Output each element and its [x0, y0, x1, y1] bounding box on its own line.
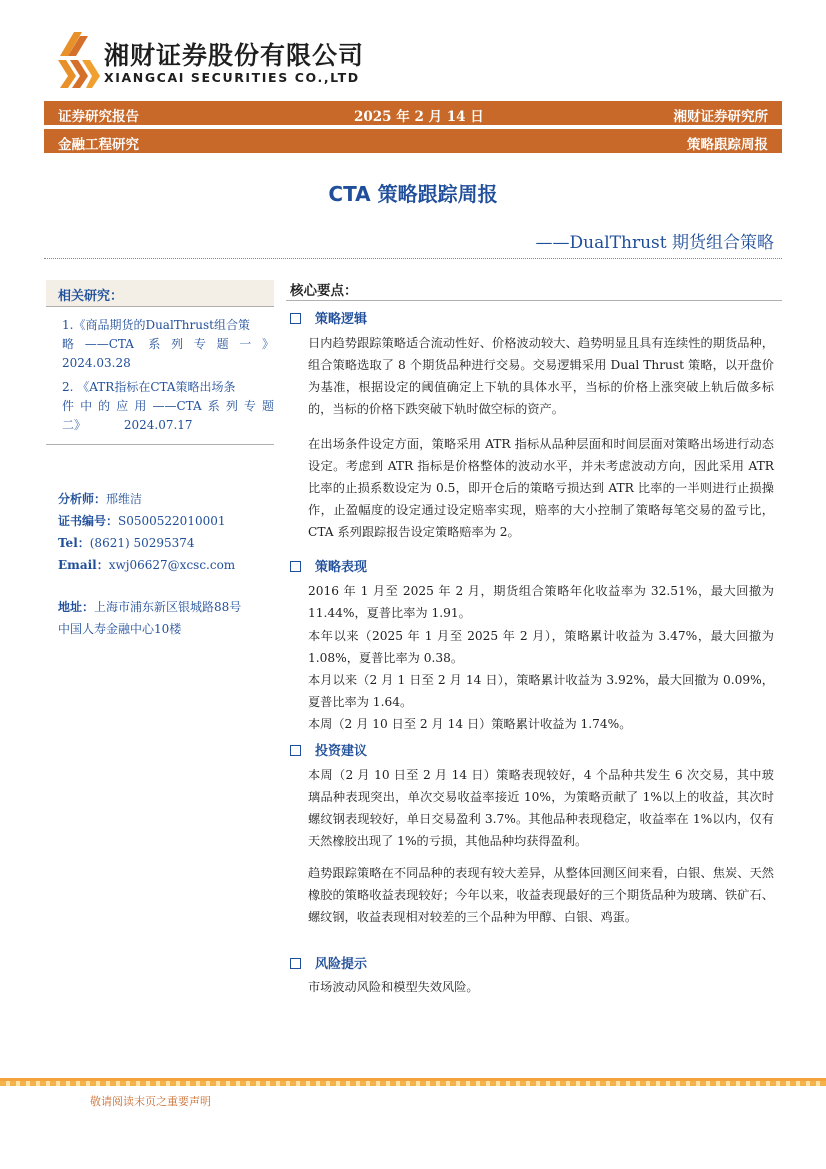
section-title: 风险提示: [315, 957, 368, 972]
analyst-label: 分析师：: [58, 492, 107, 506]
checkbox-bullet-icon: [290, 958, 301, 969]
related-item-2[interactable]: [62, 378, 274, 435]
related-item-line: 二》: [62, 418, 87, 432]
section-heading-investment-advice: [290, 740, 367, 759]
related-research-heading: [46, 280, 274, 306]
paragraph: 在出场条件设定方面，策略采用 ATR 指标从品种层面和时间层面对策略出场进行动态设定。考虑到 ATR 指标是价格整体的波动水平，并未考虑波动方向，因此采用 ATR 比率的止损系数设定为 0.5，即开仓后的策略亏损达到 ATR 比率的一半则进行止损操作，止盈幅度的设定通过设定赔率实现，赔率的大小控制了策略每笔交易的盈亏比，CTA 系列跟踪报告设定策略赔率为 2。: [308, 437, 774, 539]
report-date: 2025 年 2 月 14 日: [354, 109, 484, 125]
report-type-label: 证券研究报告: [58, 109, 139, 125]
related-item-line: 1.《商品期货的DualThrust组合策: [62, 318, 250, 332]
paragraph: 日内趋势跟踪策略适合流动性好、价格波动较大、趋势明显且具有连续性的期货品种，组合策略选取了 8 个期货品种进行交易。交易逻辑采用 Dual Thrust 策略，以开盘价为基准，根据设定的阈值确定上下轨的具体水平，当标的价格上涨突破上轨后做多标的，当标的价格下跌突破下轨时做空标的资产。: [308, 336, 774, 416]
checkbox-bullet-icon: [290, 745, 301, 756]
checkbox-bullet-icon: [290, 561, 301, 572]
report-series: 策略跟踪周报: [687, 137, 768, 153]
cert-label: 证书编号：: [58, 514, 119, 528]
category-bar: [44, 129, 782, 153]
address-label: 地址：: [58, 600, 95, 614]
company-logo-icon: [52, 32, 102, 88]
related-item-line: 件中的应用——CTA系列专题: [62, 399, 274, 413]
paragraph: 市场波动风险和模型失效风险。: [308, 980, 479, 994]
email-row: [58, 554, 235, 576]
related-item-line: 2. 《ATR指标在CTA策略出场条: [62, 380, 236, 394]
related-item-1[interactable]: [62, 316, 274, 373]
institute-name: 湘财证券研究所: [673, 109, 768, 125]
title-divider: [44, 258, 782, 259]
related-research-label: 相关研究：: [58, 289, 124, 304]
paragraph: 本年以来（2025 年 1 月至 2025 年 2 月），策略累计收益为 3.47%，最大回撤为 1.08%，夏普比率为 0.38。: [308, 629, 774, 665]
related-item-date: 2024.03.28: [62, 356, 131, 370]
footer-stripe: [0, 1078, 826, 1086]
section-title: 投资建议: [315, 744, 368, 759]
address-block: [58, 596, 241, 640]
report-title: CTA 策略跟踪周报: [328, 182, 498, 206]
paragraph: 本月以来（2 月 1 日至 2 月 14 日），策略累计收益为 3.92%，最大回撤为 0.09%，夏普比率为 1.64。: [308, 673, 774, 709]
email-address[interactable]: xwj06627@xcsc.com: [108, 558, 236, 572]
email-label: Email：: [58, 558, 109, 572]
report-type-bar: [44, 101, 782, 125]
research-category: 金融工程研究: [58, 137, 139, 153]
analyst-name: 邢维洁: [106, 492, 143, 506]
key-points-divider: [286, 300, 782, 301]
paragraph: 本周（2 月 10 日至 2 月 14 日）策略累计收益为 1.74%。: [308, 717, 632, 731]
section-heading-strategy-logic: [290, 308, 367, 327]
footer-disclaimer[interactable]: 敬请阅读末页之重要声明: [90, 1095, 211, 1108]
related-divider-bottom: [46, 444, 274, 445]
related-divider-top: [46, 306, 274, 307]
report-subtitle: ——DualThrust 期货组合策略: [535, 233, 774, 253]
related-item-line: 略——CTA 系列专题一》: [62, 337, 274, 351]
tel-row: [58, 532, 195, 554]
section-title: 策略表现: [315, 560, 368, 575]
address-line: 上海市浦东新区银城路88号: [94, 600, 242, 614]
paragraph: 趋势跟踪策略在不同品种的表现有较大差异，从整体回测区间来看，白银、焦炭、天然橡胶的策略收益表现较好；今年以来，收益表现最好的三个期货品种为玻璃、铁矿石、螺纹钢，收益表现相对较差的三个品种为甲醇、白银、鸡蛋。: [308, 866, 774, 924]
address-line: 中国人寿金融中心10楼: [58, 622, 182, 636]
analyst-row: [58, 488, 142, 510]
section-heading-risk: [290, 953, 367, 972]
checkbox-bullet-icon: [290, 313, 301, 324]
cert-row: [58, 510, 226, 532]
cert-number: S0500522010001: [118, 514, 226, 528]
company-name-cn: 湘财证券股份有限公司: [104, 41, 365, 70]
section-heading-performance: [290, 556, 367, 575]
paragraph: 2016 年 1 月至 2025 年 2 月，期货组合策略年化收益率为 32.51%，最大回撤为 11.44%，夏普比率为 1.91。: [308, 584, 774, 620]
tel-label: Tel：: [58, 536, 90, 550]
company-name-en: XIANGCAI SECURITIES CO.,LTD: [104, 70, 360, 85]
tel-number: (8621) 50295374: [89, 536, 195, 550]
related-item-date: 2024.07.17: [123, 418, 193, 432]
paragraph: 本周（2 月 10 日至 2 月 14 日）策略表现较好，4 个品种共发生 6 次交易，其中玻璃品种表现突出，单次交易收益率接近 10%，为策略贡献了 1%以上的收益，其次时螺纹钢表现较好，单日交易盈利 3.7%。其他品种表现稳定，收益率在 1%以内，仅有天然橡胶出现了 1%的亏损，其他品种均获得盈利。: [308, 768, 774, 848]
key-points-heading: 核心要点：: [290, 283, 358, 299]
section-title: 策略逻辑: [315, 312, 368, 327]
